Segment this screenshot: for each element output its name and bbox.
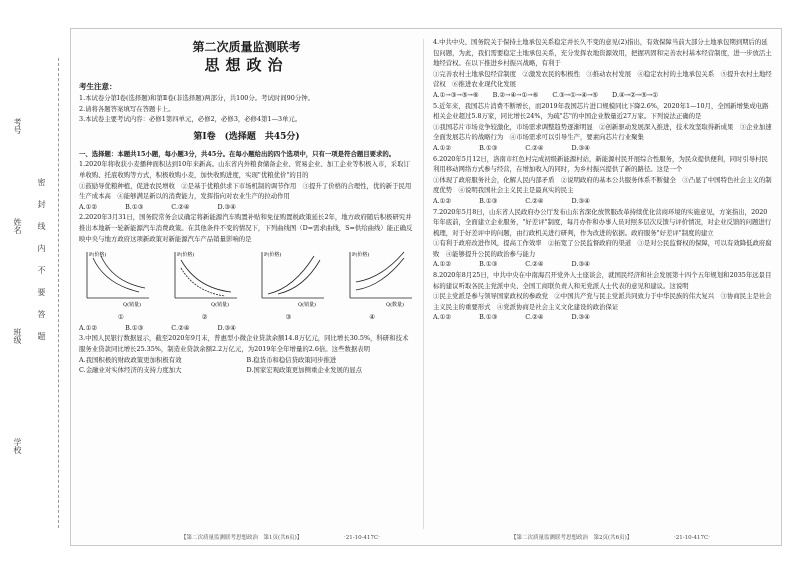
chart-2-x-label: Q(销量) <box>210 302 229 309</box>
question-1: 1.2020年将收获小麦播种面积达到10年来新高。山东省内外粮食储备企业、贸易企业、加工企业等积极入市，采取订单收购、托底收购等方式，积极收购小麦，加快收购进度，实现"优粮优价"的目的 <box>79 160 410 179</box>
supply-demand-chart-3 <box>254 248 326 308</box>
chart-numbers <box>79 312 414 323</box>
option-a: A.①② <box>433 143 452 152</box>
option-a: A.①→③→⑤→⑥ <box>433 90 479 99</box>
question-8-options <box>433 312 773 323</box>
footer-right-text: 【第二次质量监测联考思想政治 第2页(共6页)】 <box>511 535 633 541</box>
exam-sheet <box>70 28 782 546</box>
question-8-items: ①民主党派是参与领导国家政权的参政党 ②中国共产党与民主党派共同致力于中华民族的伟大复兴 ③协商民主是社会主义民主的重要形式 ④党派协商是社会主义文化建设的政治保证 <box>433 292 772 311</box>
question-2-options <box>79 323 414 334</box>
question-6: 6.2020年5月12日，洛南市红色村完成初级新能源村站，新能源村民开展综合性服务，为民众提供便利，同时引导村民利用移动网络方式参与经营，在增加收入的同时，为乡村振兴提供了新的路径。这是一个 <box>433 154 768 174</box>
left-column <box>79 37 414 376</box>
chart-number: ④ <box>369 313 375 322</box>
exam-subject: 思想政治 <box>204 56 289 74</box>
question-5-options <box>433 143 773 154</box>
question-8: 8.2020年8月25日，中共中央在中南海召开党外人士座谈会，就国民经济和社会发展第十四个五年规划和2035年远景目标的建议听取各民主党派中央、全国工商联负责人和无党派人士代表的意见和建议。这说明 <box>433 271 772 290</box>
exam-no-label: 考号 <box>13 118 22 134</box>
footer-left-code: ·21-10-417C· <box>344 535 380 541</box>
footer-left <box>181 533 380 541</box>
notice-item: 1.本试卷分第Ⅰ卷(选择题)和第Ⅱ卷(非选择题)两部分，共100分。考试时间90分钟。 <box>79 94 314 102</box>
section-instructions: 一、选择题：本题共15小题，每小题3分，共45分。在每小题给出的四个选项中，只有一项是符合题目要求的。 <box>79 149 396 158</box>
notice-item: 3.本试卷主要考试内容：必修1第四单元，必修2，必修3，必修4第1—3单元。 <box>79 115 302 124</box>
option-a: A.①② <box>433 260 452 269</box>
option-d: D.③④ <box>571 196 590 205</box>
question-3: 3.中国人民银行数据显示，截至2020年9月末，普惠型小微企业贷款余额14.8万亿元，同比增长30.5%，科研和技术服务业贷款同比增长25.35%，制造业贷款余额2.2万亿元，为2019年全年增量的2.6倍。这些数据表明 <box>79 334 409 353</box>
option-d: D.③④ <box>571 143 590 152</box>
question-1-items: ①鼓励导优粮种植，促进农民增收 ②是基于优粮供求下市场机制的调节作用 ③提升了价格的合理性，优的新于民用生产成本高 ④能够满足新以的消费能力，发挥指向对农业生产的拉动作用 <box>79 181 412 201</box>
option-c: C.②④ <box>171 202 190 211</box>
option-d: D.④→②→⑤→① <box>612 90 658 99</box>
footer-right-code: ·21-10-417C· <box>674 535 710 541</box>
question-5-items: ①我国芯片市场竞争较激化，市场需求调整趋势逐渐明显 ②创新驱动发展深入推进，技术攻坚取得新成果 ③企业加速全面发展芯片的战略行为 ④市场需求可以引导生产，要素向芯片行业聚集 <box>433 122 772 142</box>
option-c: C.③→①→④→⑤ <box>552 90 599 99</box>
question-4: 4.中共中央、国务院关于保持土地承包关系稳定并长久不变的意见(2)指出，有效保障当前大部分土地承包期到期后的延包问题，为此，我们需要稳定土地承包关系，充分发挥农地资源效用，把握巩固和完善农村基本经营制度，进一步放活土地经营权。在以下推进乡村振兴战略，有利于 <box>433 38 772 68</box>
section-heading: 第Ⅰ卷 (选择题 共45分) <box>193 131 300 142</box>
question-5: 5.近年来，我国芯片消费不断增长，而2019年我国芯片进口规模同比下降2.6%，2020年1—10月，全国新增集成电路相关企业超过5.8万家，同比增长24%，为疏"芯"的中国企业数量近27万家。下列说法正确的是 <box>433 101 769 121</box>
supply-demand-chart-2 <box>167 248 239 308</box>
option-c: C.②④ <box>525 196 544 205</box>
option-a: A.①② <box>433 313 452 322</box>
question-7-options <box>433 259 773 270</box>
chart-number: ① <box>118 313 124 322</box>
chart-4-y-label: P(价格) <box>351 252 370 259</box>
option-b: B.①③ <box>479 260 498 269</box>
option-c: C.②④ <box>525 313 544 322</box>
option-a: A.①② <box>79 202 98 211</box>
question-7: 7.2020年5月8日，山东省人民政府办公厅发布山东省深化放管服改革持续优化营商环境的实施意见，方案指出，2020年年底前，全面建立企业服务，"好差评"制度，每月办件和办事人员对照多层次反馈与评价情况，对企业反馈的问题进行梳理，对于好差评中的问题，由行政机关进行研判，作为改进的依据。政府服务"好差评"制度的建立 <box>433 207 772 237</box>
seal-warning: 密 封 线 内 不 要 答 题 <box>37 178 46 343</box>
question-4-options <box>433 90 773 101</box>
option-c: C.②④ <box>525 143 544 152</box>
option-b: B.①③ <box>479 196 498 205</box>
supply-demand-chart-4 <box>342 248 414 308</box>
option-a: A.①② <box>433 196 452 205</box>
option-d: D.③④ <box>571 313 590 322</box>
chart-number: ③ <box>285 313 292 322</box>
chart-3-y-label: P(价格) <box>264 252 282 259</box>
option-a: A.①② <box>79 323 98 332</box>
chart-3-x-label: Q(销量) <box>298 302 317 309</box>
option-b: B.①③ <box>125 202 144 211</box>
option-b: B.②→④→①→⑥ <box>492 90 539 99</box>
right-column <box>433 37 773 323</box>
option-c: C.金融业对实体经济的支持力度加大 <box>79 366 182 375</box>
option-d: D.③④ <box>571 260 590 269</box>
seal-line <box>58 58 59 528</box>
option-d: D.③④ <box>217 202 236 211</box>
option-b: B.稳货币和稳信贷政策同步推进 <box>246 355 337 364</box>
option-c: C.②④ <box>171 323 190 332</box>
question-2: 2.2020年3月31日，国务院常务会议确定将新能源汽车购置补贴和免征购置税政策延长2年，地方政府随后积极研究并推出本地新一轮新能源汽车消费政策。在其他条件不变的情况下，下列曲线图（D=需求曲线，S=供给曲线）能正确反映中央与地方政府这项新政策对新能源汽车产品销量影响的是 <box>79 213 413 243</box>
question-1-options <box>79 202 414 213</box>
school-label: 学校 <box>13 438 22 454</box>
footer-right <box>511 533 710 541</box>
option-b: B.①③ <box>125 323 144 332</box>
question-3-options <box>79 355 414 376</box>
question-2-charts <box>79 248 414 310</box>
binding-strip <box>0 28 70 544</box>
chart-1-y-label: P(价格) <box>89 252 107 259</box>
column-divider <box>423 39 424 529</box>
chart-number: ② <box>201 313 208 322</box>
option-a: A.我国积极的财政政策更加积极有效 <box>79 355 182 364</box>
notice-heading: 考生注意： <box>79 82 117 91</box>
footer-left-text: 【第二次质量监测联考思想政治 第1页(共6页)】 <box>181 535 303 541</box>
name-label: 姓名 <box>13 218 22 234</box>
option-b: B.①③ <box>479 143 498 152</box>
chart-1-x-label: Q(销量) <box>123 302 142 309</box>
option-d: D.③④ <box>217 323 236 332</box>
option-d: D.国家宏观政策更加侧重企业发展的显点 <box>246 366 363 375</box>
exam-title: 第二次质量监测联考 <box>192 40 301 54</box>
question-6-items: ①体现了政府服务社会，化解人民内部矛盾 ②说明政府的基本公共服务体系不断健全 ③凸显了中国特色社会主义的制度优势 ④说明我国社会主义民主是最真实的民主 <box>433 175 772 195</box>
chart-4-x-label: Q(数量) <box>385 302 404 309</box>
notice-item: 2.请将各题答案填写在答题卡上。 <box>79 104 175 113</box>
question-6-options <box>433 196 773 207</box>
chart-2-y-label: P(价格) <box>176 252 194 259</box>
question-7-items: ①有利于政府改进作风，提高工作效率 ②拓宽了公民监督政府的渠道 ③是对公民监督权的保障，可以有效降低政府腐败 ④能够提升公民的政治参与能力 <box>433 239 772 258</box>
question-4-items: ①完善农村土地承包经营制度 ②激发农民的积极性 ③推动农村发展 ④稳定农村的土地承包关系 ⑤提升农村土地经营权 ⑥推进农业现代化发展 <box>433 69 772 89</box>
option-b: B.①③ <box>479 313 498 322</box>
supply-demand-chart-1 <box>79 248 151 308</box>
option-c: C.②④ <box>525 260 544 269</box>
class-label: 班级 <box>13 328 22 344</box>
